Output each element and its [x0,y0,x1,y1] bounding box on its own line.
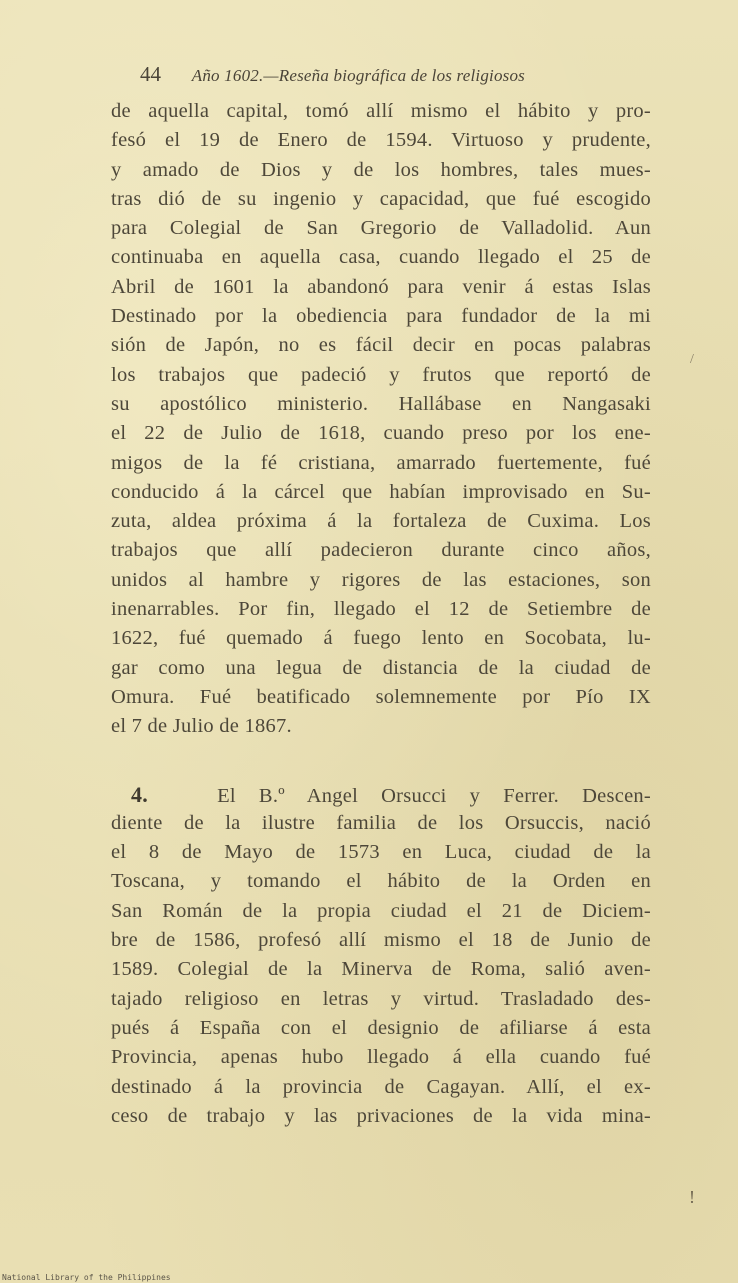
text-line: unidos al hambre y rigores de las estaciones, son [111,568,651,591]
text-line: migos de la fé cristiana, amarrado fuertemente, fué [111,451,651,474]
text-line: conducido á la cárcel que habían improvisado en Su- [111,480,651,503]
text-line: Provincia, apenas hubo llegado á ella cuando fué [111,1046,651,1069]
text-line: Abril de 1601 la abandonó para venir á estas Islas [111,275,651,298]
text-line: tajado religioso en letras y virtud. Trasladado des- [111,987,651,1010]
text-line: y amado de Dios y de los hombres, tales mues- [111,158,651,181]
page-header [140,62,525,87]
margin-mark: / [690,352,694,367]
paragraph-1 [111,97,651,742]
text-line: 1589. Colegial de la Minerva de Roma, salió aven- [111,958,651,981]
text-line: destinado á la provincia de Cagayan. Allí, el ex- [111,1075,651,1098]
text-line: los trabajos que padeció y frutos que reportó de [111,363,651,386]
text-line: pués á España con el designio de afiliarse á esta [111,1016,651,1039]
text-line: gar como una legua de distancia de la ciudad de [111,656,651,679]
paragraph-gap [111,742,651,780]
text-line: inenarrables. Por fin, llegado el 12 de Setiembre de [111,598,651,621]
page-number: 44 [140,62,161,86]
margin-mark: ! [689,1187,695,1207]
text-line: el 8 de Mayo de 1573 en Luca, ciudad de la [111,841,651,864]
text-line: trabajos que allí padecieron durante cinco años, [111,539,651,562]
text-line: fesó el 19 de Enero de 1594. Virtuoso y prudente, [111,129,651,152]
text-line: zuta, aldea próxima á la fortaleza de Cuxima. Los [111,510,651,533]
body-text [111,97,651,1131]
running-title: Año 1602.—Reseña biográfica de los religiosos [191,66,525,85]
text-line: tras dió de su ingenio y capacidad, que fué escogido [111,187,651,210]
text-line: su apostólico ministerio. Hallábase en Nangasaki [111,392,651,415]
text-line: el 22 de Julio de 1618, cuando preso por los ene- [111,422,651,445]
text-line: Toscana, y tomando el hábito de la Orden en [111,870,651,893]
text-line-first [111,780,651,809]
text-line: ceso de trabajo y las privaciones de la vida mina- [111,1104,651,1127]
text-line: 1622, fué quemado á fuego lento en Socobata, lu- [111,627,651,650]
text-line: continuaba en aquella casa, cuando llegado el 25 de [111,246,651,269]
text-line: de aquella capital, tomó allí mismo el hábito y pro- [111,100,651,122]
entry-heading: El B.º Angel Orsucci y Ferrer. Descen- [217,784,651,807]
text-line: para Colegial de San Gregorio de Valladolid. Aun [111,217,651,240]
text-line: bre de 1586, profesó allí mismo el 18 de Junio de [111,929,651,952]
text-line: San Román de la propia ciudad el 21 de Diciem- [111,899,651,922]
library-credit: National Library of the Philippines [2,1273,171,1282]
text-line: Destinado por la obediencia para fundador de la mi [111,305,651,328]
text-line: el 7 de Julio de 1867. [111,715,292,738]
text-line: sión de Japón, no es fácil decir en pocas palabras [111,334,651,357]
text-line: diente de la ilustre familia de los Orsuccis, nació [111,811,651,834]
text-line: Omura. Fué beatificado solemnemente por Pío IX [111,685,651,708]
entry-number: 4. [131,781,148,807]
paragraph-2 [111,780,651,1132]
